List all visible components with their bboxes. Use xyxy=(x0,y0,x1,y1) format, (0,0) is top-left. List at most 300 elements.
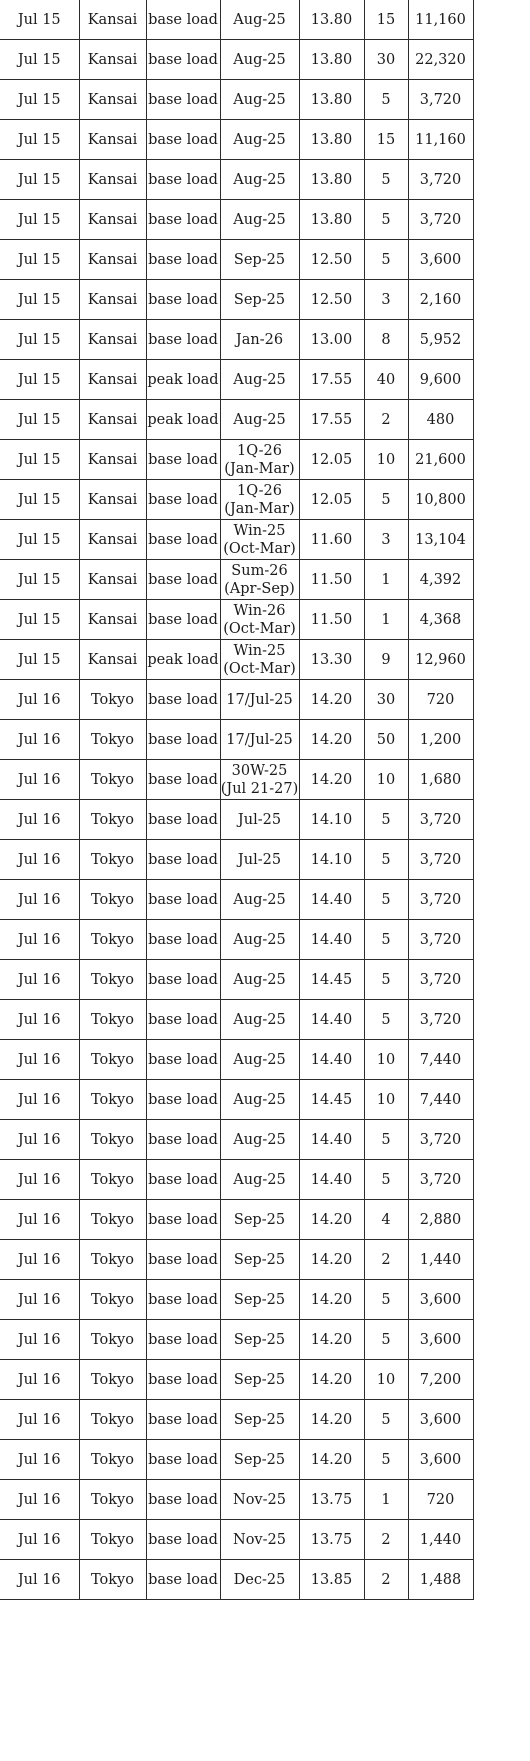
area-cell xyxy=(79,440,146,480)
cell-text: 15 xyxy=(376,131,396,148)
cell-text: Tokyo xyxy=(91,1291,134,1308)
cell-text: 13.85 xyxy=(310,1571,353,1588)
cell-text: base load xyxy=(148,1571,218,1588)
cell-text: Kansai xyxy=(87,571,138,588)
product-cell xyxy=(220,600,299,640)
cell-text: 480 xyxy=(426,411,455,428)
cell-text: Jul 15 xyxy=(17,51,61,68)
product-cell xyxy=(220,1160,299,1200)
cell-text: 5 xyxy=(381,1411,391,1428)
cell-text: 14.40 xyxy=(310,1171,353,1188)
cell-text: 3 xyxy=(381,291,391,308)
cell-text: Aug-25 xyxy=(233,91,286,108)
cell-text: 14.20 xyxy=(310,1331,353,1348)
product-cell xyxy=(220,440,299,480)
cell-text: Tokyo xyxy=(91,1251,134,1268)
cell-text: Sep-25 xyxy=(233,1371,286,1388)
product-cell xyxy=(220,1200,299,1240)
cell-text: 3,720 xyxy=(419,1011,462,1028)
cell-text: 14.20 xyxy=(310,691,353,708)
table-row xyxy=(0,160,473,200)
volume-cell xyxy=(364,1520,408,1560)
product-cell xyxy=(220,1480,299,1520)
volume-cell xyxy=(364,80,408,120)
total-cell xyxy=(408,40,473,80)
cell-text: Jul 15 xyxy=(17,331,61,348)
trade-date-cell xyxy=(0,1040,79,1080)
load-type-cell xyxy=(146,400,220,440)
cell-text: 13.75 xyxy=(310,1531,353,1548)
table-row xyxy=(0,1480,473,1520)
price-cell xyxy=(299,1200,364,1240)
area-cell xyxy=(79,1000,146,1040)
cell-text: Aug-25 xyxy=(233,171,286,188)
price-cell xyxy=(299,1120,364,1160)
cell-text: 5 xyxy=(381,171,391,188)
area-cell xyxy=(79,1120,146,1160)
table-row xyxy=(0,1400,473,1440)
cell-text: 2 xyxy=(381,1571,391,1588)
table-row xyxy=(0,1240,473,1280)
price-cell xyxy=(299,840,364,880)
cell-text: 7,200 xyxy=(419,1371,462,1388)
cell-text: 3,720 xyxy=(419,931,462,948)
total-cell xyxy=(408,760,473,800)
product-cell xyxy=(220,960,299,1000)
cell-text: Jul 16 xyxy=(17,1051,61,1068)
cell-text: 14.40 xyxy=(310,1051,353,1068)
trade-date-cell xyxy=(0,320,79,360)
cell-text: 13.80 xyxy=(310,91,353,108)
product-cell xyxy=(220,1360,299,1400)
cell-text: 3,600 xyxy=(419,1291,462,1308)
load-type-cell xyxy=(146,760,220,800)
total-cell xyxy=(408,160,473,200)
product-cell xyxy=(220,0,299,40)
product-cell xyxy=(220,1320,299,1360)
cell-text: Tokyo xyxy=(91,771,134,788)
cell-text: Jul 16 xyxy=(17,1491,61,1508)
table-row xyxy=(0,880,473,920)
cell-text: base load xyxy=(148,331,218,348)
cell-text: base load xyxy=(148,1091,218,1108)
area-cell xyxy=(79,1080,146,1120)
cell-text: Jul 15 xyxy=(17,571,61,588)
trade-date-cell xyxy=(0,960,79,1000)
total-cell xyxy=(408,320,473,360)
total-cell xyxy=(408,520,473,560)
total-cell xyxy=(408,0,473,40)
cell-text: base load xyxy=(148,1411,218,1428)
total-cell xyxy=(408,560,473,600)
load-type-cell xyxy=(146,40,220,80)
cell-text: 2,160 xyxy=(419,291,462,308)
cell-text: base load xyxy=(148,1211,218,1228)
cell-text: 12.50 xyxy=(310,251,353,268)
total-cell xyxy=(408,1520,473,1560)
price-cell xyxy=(299,0,364,40)
price-cell xyxy=(299,1160,364,1200)
load-type-cell xyxy=(146,1400,220,1440)
cell-text: 2 xyxy=(381,411,391,428)
trade-date-cell xyxy=(0,120,79,160)
cell-text: Aug-25 xyxy=(233,51,286,68)
price-cell xyxy=(299,440,364,480)
total-cell xyxy=(408,1360,473,1400)
volume-cell xyxy=(364,880,408,920)
total-cell xyxy=(408,440,473,480)
cell-text: 13,104 xyxy=(415,531,466,548)
product-cell xyxy=(220,560,299,600)
volume-cell xyxy=(364,720,408,760)
volume-cell xyxy=(364,40,408,80)
table-row xyxy=(0,960,473,1000)
cell-text: Jul 16 xyxy=(17,1451,61,1468)
cell-text: base load xyxy=(148,1451,218,1468)
cell-text: 12.05 xyxy=(310,491,353,508)
cell-text: Sep-25 xyxy=(233,1331,286,1348)
load-type-cell xyxy=(146,1360,220,1400)
product-cell xyxy=(220,1440,299,1480)
product-cell xyxy=(220,640,299,680)
area-cell xyxy=(79,1360,146,1400)
cell-text: Jul 16 xyxy=(17,1411,61,1428)
table-row xyxy=(0,240,473,280)
area-cell xyxy=(79,920,146,960)
cell-text: 2 xyxy=(381,1251,391,1268)
cell-text: Tokyo xyxy=(91,1171,134,1188)
product-cell xyxy=(220,840,299,880)
cell-text: 3,600 xyxy=(419,1451,462,1468)
cell-text: Kansai xyxy=(87,411,138,428)
cell-text: 14.20 xyxy=(310,1291,353,1308)
load-type-cell xyxy=(146,200,220,240)
cell-text: 11,160 xyxy=(415,131,466,148)
total-cell xyxy=(408,640,473,680)
area-cell xyxy=(79,480,146,520)
price-cell xyxy=(299,320,364,360)
trade-date-cell xyxy=(0,1280,79,1320)
total-cell xyxy=(408,400,473,440)
cell-text: Aug-25 xyxy=(233,1131,286,1148)
cell-text: Kansai xyxy=(87,91,138,108)
volume-cell xyxy=(364,1400,408,1440)
price-cell xyxy=(299,1400,364,1440)
cell-text: 3,600 xyxy=(419,251,462,268)
cell-text: 5 xyxy=(381,1291,391,1308)
cell-text: 5 xyxy=(381,1331,391,1348)
cell-text: 2 xyxy=(381,1531,391,1548)
cell-text: 5 xyxy=(381,211,391,228)
cell-text: 13.00 xyxy=(310,331,353,348)
cell-text: Aug-25 xyxy=(233,931,286,948)
load-type-cell xyxy=(146,680,220,720)
trade-date-cell xyxy=(0,1120,79,1160)
total-cell xyxy=(408,360,473,400)
cell-text: Aug-25 xyxy=(233,1011,286,1028)
cell-text: 14.20 xyxy=(310,1251,353,1268)
volume-cell xyxy=(364,1160,408,1200)
cell-text: Jul 16 xyxy=(17,851,61,868)
trade-date-cell xyxy=(0,480,79,520)
table-row xyxy=(0,760,473,800)
cell-text: Tokyo xyxy=(91,971,134,988)
price-cell xyxy=(299,360,364,400)
total-cell xyxy=(408,200,473,240)
price-cell xyxy=(299,520,364,560)
product-cell xyxy=(220,1040,299,1080)
area-cell xyxy=(79,1480,146,1520)
trade-date-cell xyxy=(0,600,79,640)
cell-text: Tokyo xyxy=(91,1491,134,1508)
volume-cell xyxy=(364,1080,408,1120)
price-cell xyxy=(299,1240,364,1280)
table-row xyxy=(0,120,473,160)
cell-text: Jul 16 xyxy=(17,1211,61,1228)
cell-text: base load xyxy=(148,1131,218,1148)
total-cell xyxy=(408,480,473,520)
table-row xyxy=(0,1040,473,1080)
volume-cell xyxy=(364,160,408,200)
cell-text: Jul 16 xyxy=(17,691,61,708)
load-type-cell xyxy=(146,560,220,600)
cell-text: 11,160 xyxy=(415,11,466,28)
cell-text: 3,720 xyxy=(419,1131,462,1148)
product-cell xyxy=(220,880,299,920)
total-cell xyxy=(408,1320,473,1360)
price-cell xyxy=(299,880,364,920)
cell-text: 12.05 xyxy=(310,451,353,468)
cell-text: 3,720 xyxy=(419,851,462,868)
product-cell xyxy=(220,920,299,960)
load-type-cell xyxy=(146,520,220,560)
volume-cell xyxy=(364,1120,408,1160)
cell-text: base load xyxy=(148,1371,218,1388)
price-cell xyxy=(299,200,364,240)
table-row xyxy=(0,1000,473,1040)
trade-date-cell xyxy=(0,1480,79,1520)
product-cell xyxy=(220,200,299,240)
area-cell xyxy=(79,800,146,840)
load-type-cell xyxy=(146,1520,220,1560)
load-type-cell xyxy=(146,920,220,960)
volume-cell xyxy=(364,1040,408,1080)
cell-text: 3,720 xyxy=(419,171,462,188)
load-type-cell xyxy=(146,880,220,920)
cell-text: Kansai xyxy=(87,51,138,68)
cell-text: 4,368 xyxy=(419,611,462,628)
cell-text: Tokyo xyxy=(91,1411,134,1428)
area-cell xyxy=(79,1160,146,1200)
load-type-cell xyxy=(146,0,220,40)
cell-text: Jul 15 xyxy=(17,411,61,428)
load-type-cell xyxy=(146,1120,220,1160)
cell-text: Tokyo xyxy=(91,1371,134,1388)
cell-text: Aug-25 xyxy=(233,371,286,388)
trade-date-cell xyxy=(0,800,79,840)
product-cell xyxy=(220,240,299,280)
table-row xyxy=(0,680,473,720)
cell-text: Aug-25 xyxy=(233,971,286,988)
cell-text: Jul 16 xyxy=(17,1371,61,1388)
cell-text: Aug-25 xyxy=(233,1091,286,1108)
cell-text: Tokyo xyxy=(91,891,134,908)
cell-text: 13.80 xyxy=(310,11,353,28)
load-type-cell xyxy=(146,440,220,480)
cell-text: 8 xyxy=(381,331,391,348)
table-row xyxy=(0,400,473,440)
load-type-cell xyxy=(146,800,220,840)
total-cell xyxy=(408,1560,473,1600)
price-cell xyxy=(299,600,364,640)
cell-text: Jul 16 xyxy=(17,1531,61,1548)
cell-text: Tokyo xyxy=(91,1571,134,1588)
cell-text: 5 xyxy=(381,971,391,988)
cell-text: base load xyxy=(148,1491,218,1508)
product-cell xyxy=(220,1280,299,1320)
volume-cell xyxy=(364,1560,408,1600)
cell-text: base load xyxy=(148,811,218,828)
volume-cell xyxy=(364,960,408,1000)
price-cell xyxy=(299,1040,364,1080)
total-cell xyxy=(408,1200,473,1240)
cell-text: Kansai xyxy=(87,451,138,468)
cell-text: Tokyo xyxy=(91,1211,134,1228)
cell-text: Jul 15 xyxy=(17,131,61,148)
product-cell xyxy=(220,1120,299,1160)
cell-text: 7,440 xyxy=(419,1091,462,1108)
trade-date-cell xyxy=(0,880,79,920)
cell-text: 10 xyxy=(376,451,396,468)
price-cell xyxy=(299,1520,364,1560)
cell-text: Kansai xyxy=(87,651,138,668)
total-cell xyxy=(408,840,473,880)
trade-date-cell xyxy=(0,1440,79,1480)
cell-text: base load xyxy=(148,211,218,228)
cell-text: 5 xyxy=(381,1131,391,1148)
load-type-cell xyxy=(146,1200,220,1240)
cell-text: 1,488 xyxy=(419,1571,462,1588)
cell-text: base load xyxy=(148,1251,218,1268)
trade-date-cell xyxy=(0,640,79,680)
cell-text: base load xyxy=(148,571,218,588)
volume-cell xyxy=(364,360,408,400)
area-cell xyxy=(79,600,146,640)
price-cell xyxy=(299,120,364,160)
cell-text: Sum-26 (Apr-Sep) xyxy=(224,562,295,597)
area-cell xyxy=(79,160,146,200)
price-cell xyxy=(299,680,364,720)
cell-text: 720 xyxy=(426,691,455,708)
cell-text: 13.80 xyxy=(310,171,353,188)
cell-text: 14.20 xyxy=(310,1411,353,1428)
cell-text: base load xyxy=(148,1171,218,1188)
cell-text: 10 xyxy=(376,1091,396,1108)
cell-text: Jul 15 xyxy=(17,611,61,628)
price-cell xyxy=(299,1440,364,1480)
cell-text: 21,600 xyxy=(415,451,466,468)
trade-date-cell xyxy=(0,680,79,720)
area-cell xyxy=(79,1280,146,1320)
price-cell xyxy=(299,1360,364,1400)
cell-text: 5,952 xyxy=(419,331,462,348)
cell-text: base load xyxy=(148,771,218,788)
cell-text: base load xyxy=(148,1291,218,1308)
cell-text: 9 xyxy=(381,651,391,668)
area-cell xyxy=(79,840,146,880)
table-row xyxy=(0,920,473,960)
load-type-cell xyxy=(146,480,220,520)
product-cell xyxy=(220,160,299,200)
cell-text: Win-25 (Oct-Mar) xyxy=(223,522,296,557)
cell-text: Tokyo xyxy=(91,1451,134,1468)
area-cell xyxy=(79,1400,146,1440)
volume-cell xyxy=(364,760,408,800)
total-cell xyxy=(408,880,473,920)
product-cell xyxy=(220,1080,299,1120)
trade-date-cell xyxy=(0,1400,79,1440)
cell-text: 3,720 xyxy=(419,811,462,828)
cell-text: Nov-25 xyxy=(233,1531,286,1548)
cell-text: Jul 15 xyxy=(17,291,61,308)
load-type-cell xyxy=(146,720,220,760)
price-cell xyxy=(299,1320,364,1360)
cell-text: peak load xyxy=(147,371,219,388)
total-cell xyxy=(408,1440,473,1480)
cell-text: Jul 15 xyxy=(17,531,61,548)
cell-text: 3,720 xyxy=(419,91,462,108)
trade-date-cell xyxy=(0,920,79,960)
trade-date-cell xyxy=(0,40,79,80)
product-cell xyxy=(220,1520,299,1560)
trade-date-cell xyxy=(0,1080,79,1120)
load-type-cell xyxy=(146,1320,220,1360)
cell-text: Kansai xyxy=(87,491,138,508)
cell-text: Jul 15 xyxy=(17,491,61,508)
area-cell xyxy=(79,760,146,800)
cell-text: 14.20 xyxy=(310,731,353,748)
trade-date-cell xyxy=(0,840,79,880)
cell-text: base load xyxy=(148,891,218,908)
cell-text: 50 xyxy=(376,731,396,748)
cell-text: 12.50 xyxy=(310,291,353,308)
cell-text: base load xyxy=(148,491,218,508)
cell-text: base load xyxy=(148,931,218,948)
total-cell xyxy=(408,120,473,160)
cell-text: base load xyxy=(148,851,218,868)
product-cell xyxy=(220,720,299,760)
cell-text: Jul 16 xyxy=(17,731,61,748)
cell-text: Sep-25 xyxy=(233,1251,286,1268)
area-cell xyxy=(79,400,146,440)
cell-text: 9,600 xyxy=(419,371,462,388)
total-cell xyxy=(408,240,473,280)
total-cell xyxy=(408,1000,473,1040)
area-cell xyxy=(79,640,146,680)
cell-text: 15 xyxy=(376,11,396,28)
trade-date-cell xyxy=(0,1320,79,1360)
price-cell xyxy=(299,1560,364,1600)
table-row xyxy=(0,720,473,760)
total-cell xyxy=(408,80,473,120)
cell-text: 5 xyxy=(381,491,391,508)
cell-text: Sep-25 xyxy=(233,1211,286,1228)
cell-text: 14.10 xyxy=(310,811,353,828)
cell-text: Jul 15 xyxy=(17,251,61,268)
cell-text: Sep-25 xyxy=(233,291,286,308)
cell-text: 10 xyxy=(376,1371,396,1388)
cell-text: Tokyo xyxy=(91,1131,134,1148)
